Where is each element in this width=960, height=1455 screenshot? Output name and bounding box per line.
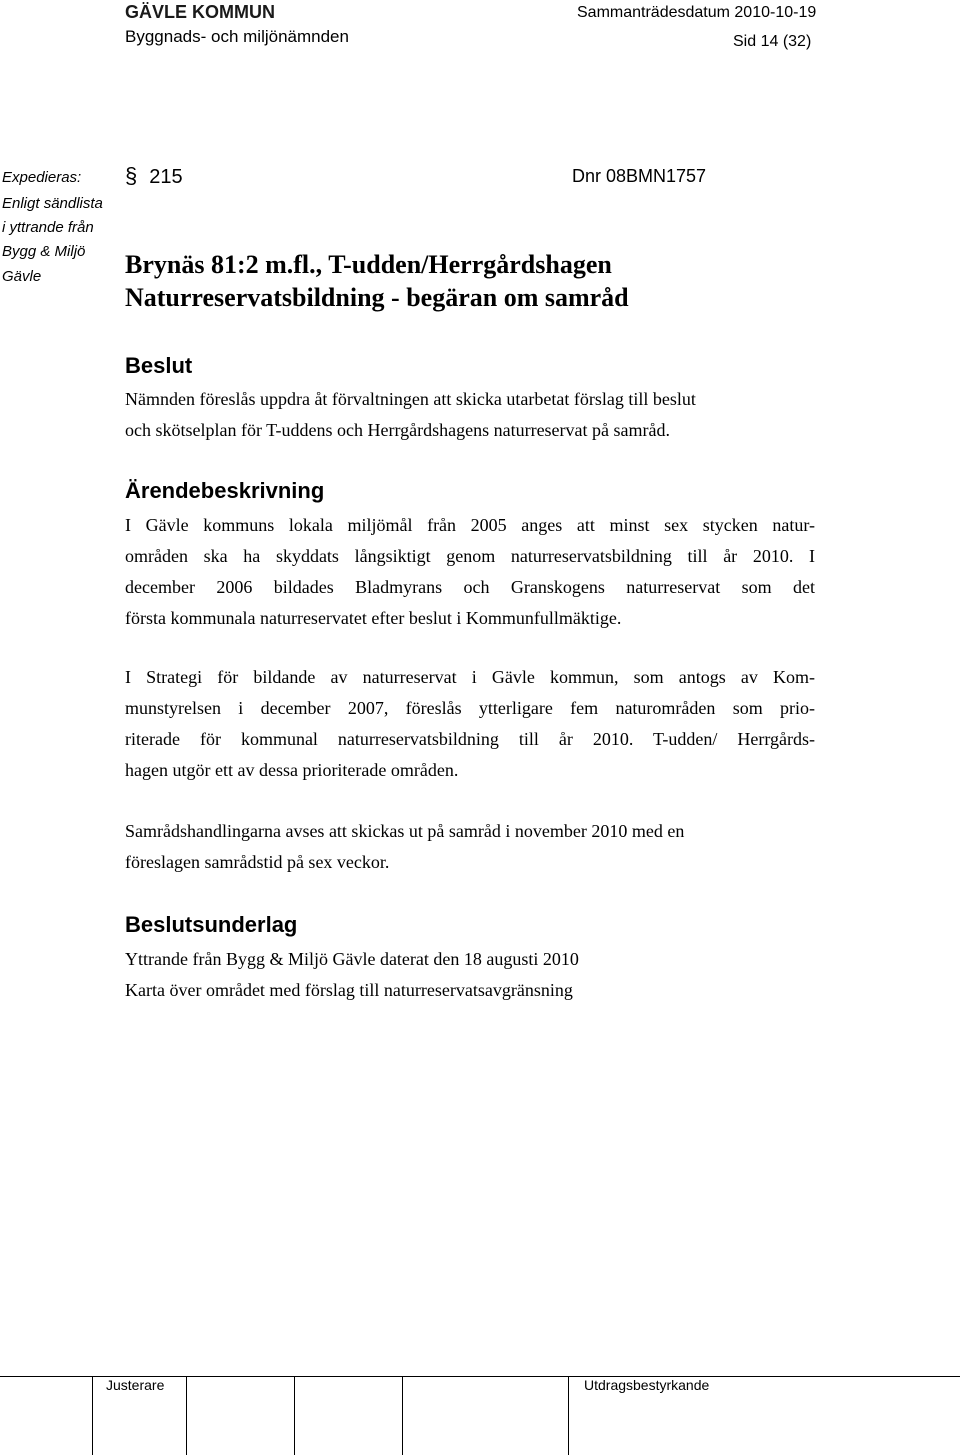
text-line: munstyrelsen i december 2007, föreslås ytterligare fem naturområden som prio- <box>125 698 815 718</box>
justerare-label: Justerare <box>106 1377 165 1393</box>
organization-name: GÄVLE KOMMUN <box>125 2 275 22</box>
beslut-text <box>125 384 815 446</box>
text-line: föreslagen samrådstid på sex veckor. <box>125 852 390 872</box>
footer-cell-divider <box>294 1377 295 1455</box>
utdragsbestyrkande-label: Utdragsbestyrkande <box>584 1377 710 1393</box>
text-line: riterade för kommunal naturreservatsbildning till år 2010. T-udden/ Herrgårds- <box>125 729 815 749</box>
paragraph <box>125 816 815 878</box>
footer-cell-divider <box>92 1377 93 1455</box>
paragraph <box>125 510 815 634</box>
text-line: första kommunala naturreservatet efter beslut i Kommunfullmäktige. <box>125 608 622 628</box>
paragraph <box>125 662 815 786</box>
expedieras-label: Expedieras: <box>2 169 82 186</box>
expedieras-line: i yttrande från <box>2 219 94 236</box>
beslutsunderlag-list <box>125 944 815 1006</box>
footer-cell-divider <box>186 1377 187 1455</box>
case-title: Brynäs 81:2 m.fl., T-udden/Herrgårdshagen <box>125 250 612 279</box>
paragraph-number <box>125 163 183 189</box>
list-item: Karta över området med förslag till naturreservatsavgränsning <box>125 980 573 1000</box>
text-line: I Gävle kommuns lokala miljömål från 2005 anges att minst sex stycken natur- <box>125 515 815 535</box>
case-subtitle: Naturreservatsbildning - begäran om samråd <box>125 283 629 312</box>
footer-cell-divider <box>402 1377 403 1455</box>
text-line: och skötselplan för T-uddens och Herrgårdshagens naturreservat på samråd. <box>125 420 671 440</box>
page-number: Sid 14 (32) <box>733 33 812 50</box>
beslut-heading: Beslut <box>125 353 193 378</box>
footer-cell-divider <box>568 1377 569 1455</box>
beslutsunderlag-heading: Beslutsunderlag <box>125 912 298 937</box>
expedieras-line: Enligt sändlista <box>2 195 103 212</box>
section-sign: § <box>125 163 138 188</box>
text-line: Nämnden föreslås uppdra åt förvaltningen att skicka utarbetat förslag till beslut <box>125 389 696 409</box>
expedieras-line: Bygg & Miljö <box>2 243 86 260</box>
list-item: Yttrande från Bygg & Miljö Gävle daterat den 18 augusti 2010 <box>125 949 579 969</box>
paragraph-number-value: 215 <box>149 166 183 188</box>
arendebeskrivning-heading: Ärendebeskrivning <box>125 478 325 503</box>
diary-number: Dnr 08BMN1757 <box>572 166 707 186</box>
text-line: Samrådshandlingarna avses att skickas ut på samråd i november 2010 med en <box>125 821 685 841</box>
text-line: december 2006 bildades Bladmyrans och Granskogens naturreservat som det <box>125 577 815 597</box>
meeting-date: Sammanträdesdatum 2010-10-19 <box>577 4 817 21</box>
text-line: områden ska ha skyddats långsiktigt genom naturreservatsbildning till år 2010. I <box>125 546 815 566</box>
text-line: hagen utgör ett av dessa prioriterade områden. <box>125 760 459 780</box>
text-line: I Strategi för bildande av naturreservat i Gävle kommun, som antogs av Kom- <box>125 667 815 687</box>
expedieras-line: Gävle <box>2 268 42 285</box>
board-name: Byggnads- och miljönämnden <box>125 27 349 46</box>
